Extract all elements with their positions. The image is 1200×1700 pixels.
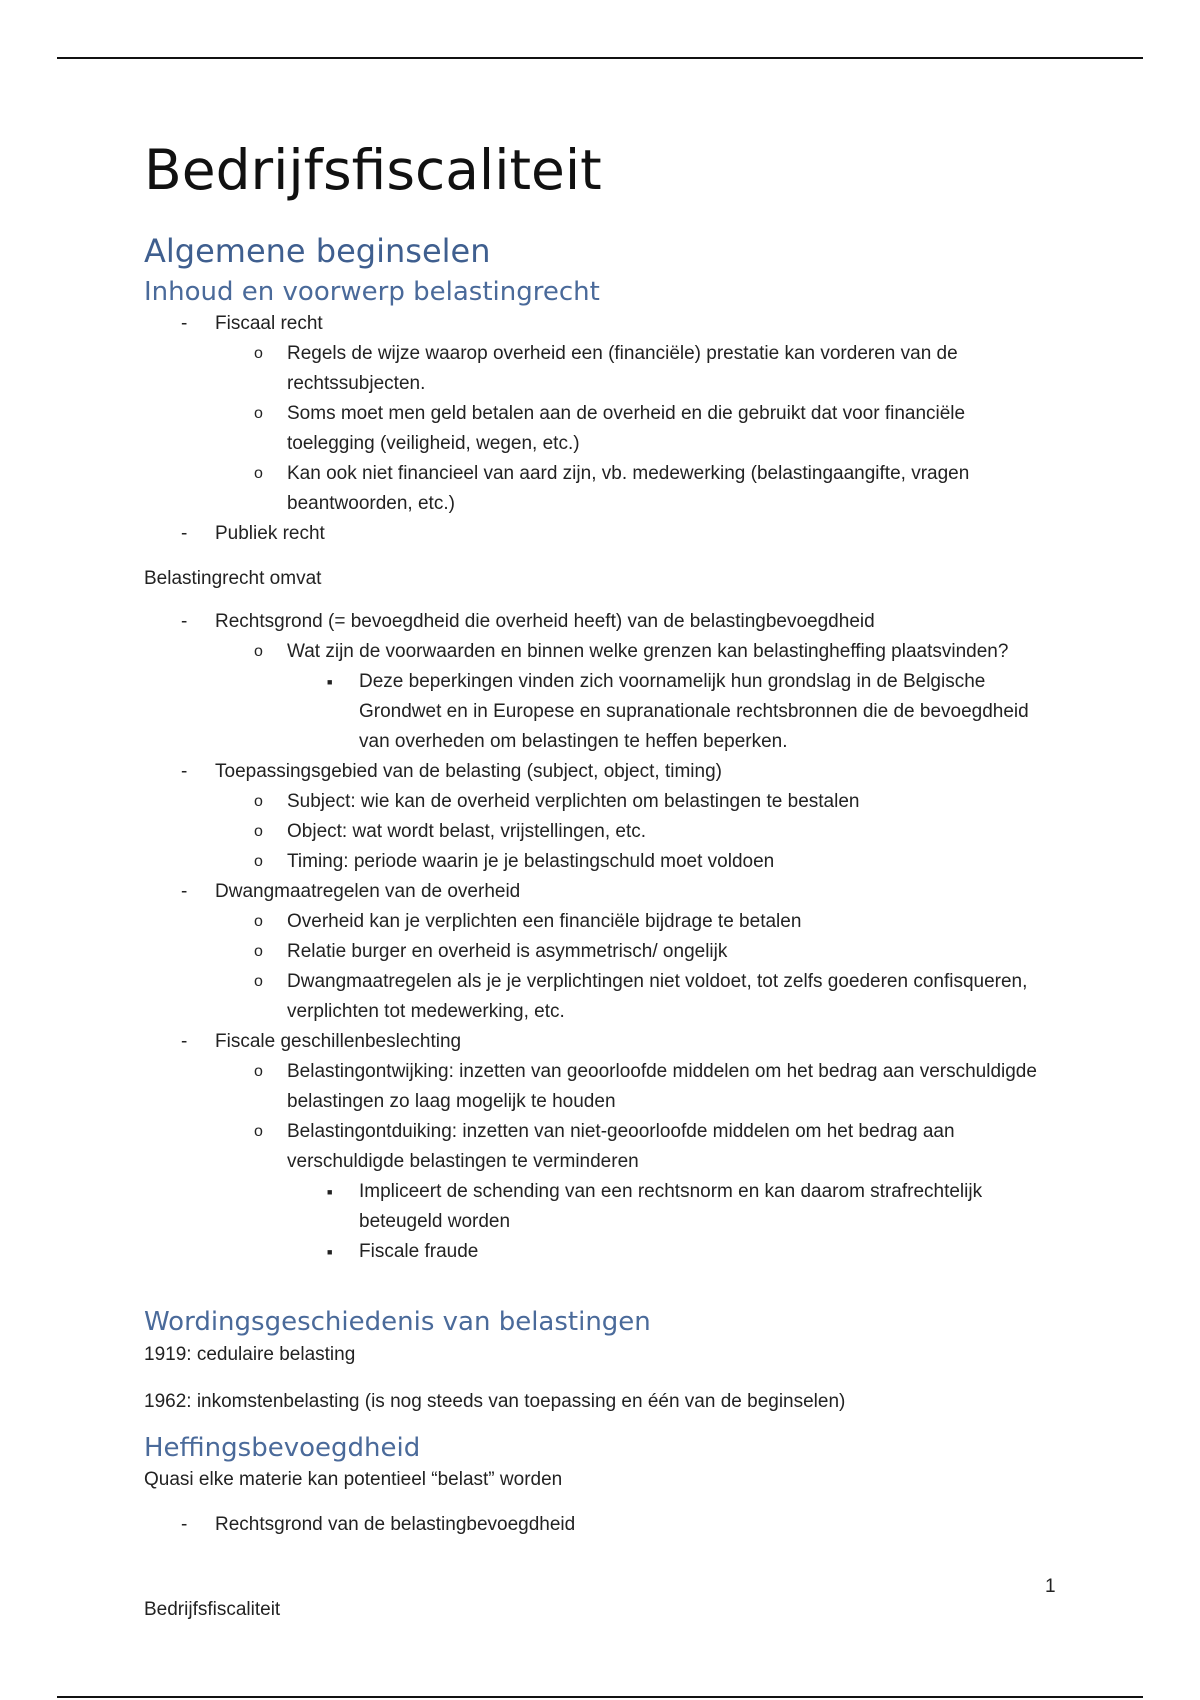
list-item [144,519,1044,549]
list-item [144,309,1044,519]
subsection-heading-inhoud: Inhoud en voorwerp belastingrecht [144,277,600,307]
list-item: o Overheid kan je verplichten een financiële bijdrage te betalen [215,907,1044,937]
list-item [144,1510,1044,1540]
list-belastingrecht-omvat [144,607,1044,1267]
subsection-heading-wordingsgeschiedenis: Wordingsgeschiedenis van belastingen [144,1307,651,1337]
paragraph: Quasi elke materie kan potentieel “belast” worden [144,1469,563,1490]
list-item: o Dwangmaatregelen als je je verplichtingen niet voldoet, tot zelfs goederen confisqueren, verplichten tot medewerking, etc. [215,967,1044,1027]
document-title: Bedrijfsfiscaliteit [144,138,602,202]
list-item: o Object: wat wordt belast, vrijstellingen, etc. [215,817,1044,847]
list-item [144,1027,1044,1267]
list-item-text: - Publiek recht [215,523,325,544]
list-item: o Subject: wie kan de overheid verplichten om belastingen te bestalen [215,787,1044,817]
paragraph: 1919: cedulaire belasting [144,1344,356,1365]
paragraph: 1962: inkomstenbelasting (is nog steeds van toepassing en één van de beginselen) [144,1391,846,1412]
list-item [215,1117,1044,1267]
list-item [215,637,1044,757]
list-item: ■ Fiscale fraude [287,1237,1044,1267]
footer-title: Bedrijfsfiscaliteit [144,1599,281,1620]
list-item: o Relatie burger en overheid is asymmetrisch/ ongelijk [215,937,1044,967]
list-item-text: - Toepassingsgebied van de belasting (subject, object, timing) [215,761,722,782]
list-item: o Regels de wijze waarop overheid een (financiële) prestatie kan vorderen van de rechtssubjecten. [215,339,1044,399]
list-item-text: - Dwangmaatregelen van de overheid [215,881,521,902]
list-item: o Kan ook niet financieel van aard zijn, vb. medewerking (belastingaangifte, vragen beantwoorden, etc.) [215,459,1044,519]
paragraph-1962 [144,1387,1044,1417]
paragraph: Belastingrecht omvat [144,568,322,589]
paragraph-quasi [144,1465,1044,1495]
list-item: o Timing: periode waarin je je belastingschuld moet voldoen [215,847,1044,877]
list-item: ■ Deze beperkingen vinden zich voornamelijk hun grondslag in de Belgische Grondwet en in Europese en supranationale rechtsbronnen die de bevoegdheid van overheden om belastingen te heffen beperken. [287,667,1044,757]
list-item [144,607,1044,757]
list-item [144,877,1044,1027]
list-item-text: Belastingontduiking: inzetten van niet-geoorloofde middelen om het bedrag aan verschuldigde belastingen te verminderen [287,1121,955,1172]
list-item-text: - Fiscaal recht [215,313,323,334]
footer-rule [57,1696,1143,1698]
subsection-heading-heffingsbevoegdheid: Heffingsbevoegdheid [144,1433,421,1463]
header-rule [57,57,1143,59]
page-number: 1 [1045,1576,1056,1597]
paragraph-belastingrecht [144,564,1044,594]
list-item-text: - Rechtsgrond van de belastingbevoegdheid [215,1514,576,1535]
list-item-text: - Fiscale geschillenbeslechting [215,1031,462,1052]
list-item: o Soms moet men geld betalen aan de overheid en die gebruikt dat voor financiële toelegging (veiligheid, wegen, etc.) [215,399,1044,459]
paragraph-1919 [144,1340,1044,1370]
list-item [144,757,1044,877]
list-item: o Belastingontwijking: inzetten van geoorloofde middelen om het bedrag aan verschuldigde belastingen zo laag mogelijk te houden [215,1057,1044,1117]
list-item-text: Wat zijn de voorwaarden en binnen welke grenzen kan belastingheffing plaatsvinden? [287,641,1009,662]
list-item: ■ Impliceert de schending van een rechtsnorm en kan daarom strafrechtelijk beteugeld worden [287,1177,1044,1237]
list-fiscaal-recht [144,309,1044,549]
list-heffingsbevoegdheid [144,1510,1044,1540]
section-heading: Algemene beginselen [144,232,491,270]
list-item-text: - Rechtsgrond (= bevoegdheid die overheid heeft) van de belastingbevoegdheid [215,611,875,632]
